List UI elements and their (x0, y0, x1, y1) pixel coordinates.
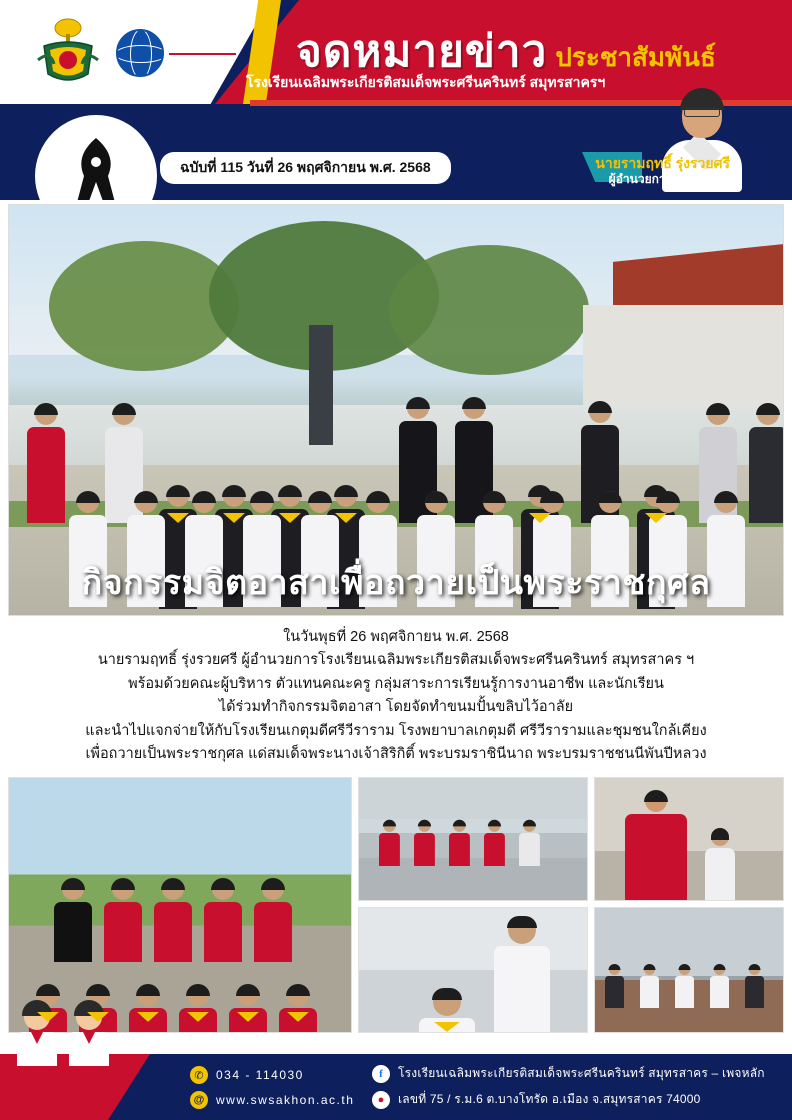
director-name-block (595, 154, 730, 188)
logo-world-class-text: WORLD-CLASS (169, 27, 217, 52)
photo-group-red-shirts (8, 777, 352, 1033)
page-footer (0, 1054, 792, 1120)
issue-badge: ฉบับที่ 115 วันที่ 26 พฤศจิกายน พ.ศ. 2568 (160, 152, 451, 184)
photo-gallery (8, 777, 784, 1033)
globe-icon: @ (190, 1091, 208, 1109)
footer-facebook-row[interactable] (372, 1064, 765, 1083)
body-line-3: พร้อมด้วยคณะผู้บริหาร ตัวแทนคณะครู กลุ่มสาระการเรียนรู้การงานอาชีพ และนักเรียน (128, 675, 664, 692)
mascot-students (14, 1002, 134, 1066)
title-main: จดหมายข่าว (296, 27, 548, 76)
body-line-5: และนำไปแจกจ่ายให้กับโรงเรียนเกตุมดีศรีวีราราม โรงพยาบาลเกตุมดี ศรีวีรารามและชุมชนใกล้เคียง (85, 722, 707, 739)
school-crest-icon (30, 16, 106, 92)
facebook-icon: f (372, 1065, 390, 1083)
footer-contact-left (190, 1066, 354, 1116)
page-header (0, 0, 792, 200)
photo-volunteer-child (594, 777, 784, 901)
photo-assembly-hall (358, 777, 588, 901)
title-sub: ประชาสัมพันธ์ (555, 42, 716, 72)
footer-website-row[interactable] (190, 1091, 354, 1109)
article-body (10, 626, 782, 767)
footer-contact-right (372, 1064, 765, 1116)
photo-courtyard-line (594, 907, 784, 1033)
body-line-6: เพื่อถวายเป็นพระราชกุศล แด่สมเด็จพระนางเจ้าสิริกิติ์ พระบรมราชินีนาถ พระบรมราชชนนีพันปีหลวง (85, 746, 707, 763)
logo-standard-school-text: STANDARD SCHOOL (169, 55, 227, 77)
location-pin-icon: ● (372, 1091, 390, 1109)
director-role-text: ผู้อำนวยการโรงเรียน (608, 172, 717, 187)
hero-caption: กิจกรรมจิตอาสาเพื่อถวายเป็นพระราชกุศล (81, 564, 711, 602)
phone-icon: ✆ (190, 1066, 208, 1084)
footer-phone-text: 034 - 114030 (216, 1068, 304, 1082)
footer-address-text: เลขที่ 75 / ร.ม.6 ต.บางโทรัด อ.เมือง จ.สมุทรสาคร 74000 (398, 1092, 701, 1106)
world-class-standard-logo (116, 22, 236, 84)
body-line-4: ได้ร่วมทำกิจกรรมจิตอาสา โดยจัดทำขนมปั้นขลิบไว้อาลัย (218, 699, 574, 716)
director-name-text: นายรามฤทธิ์ รุ่งรวยศรี (595, 155, 730, 171)
body-line-2: นายรามฤทธิ์ รุ่งรวยศรี ผู้อำนวยการโรงเรียนเฉลิมพระเกียรติสมเด็จพระศรีนครินทร์ สมุทรสาคร ฯ (97, 652, 695, 669)
footer-facebook-text[interactable]: โรงเรียนเฉลิมพระเกียรติสมเด็จพระศรีนครินทร์ สมุทรสาคร – เพจหลัก (398, 1066, 765, 1080)
footer-website-text[interactable]: www.swsakhon.ac.th (216, 1093, 355, 1107)
footer-address-row (372, 1090, 765, 1109)
globe-icon (116, 29, 164, 77)
school-name-line: โรงเรียนเฉลิมพระเกียรติสมเด็จพระศรีนครินทร์ สมุทรสาครฯ (246, 74, 606, 90)
photo-students-pair (358, 907, 588, 1033)
hero-photo (8, 204, 784, 616)
footer-phone-row (190, 1066, 354, 1084)
body-line-1: ในวันพุธที่ 26 พฤศจิกายน พ.ศ. 2568 (283, 629, 509, 645)
